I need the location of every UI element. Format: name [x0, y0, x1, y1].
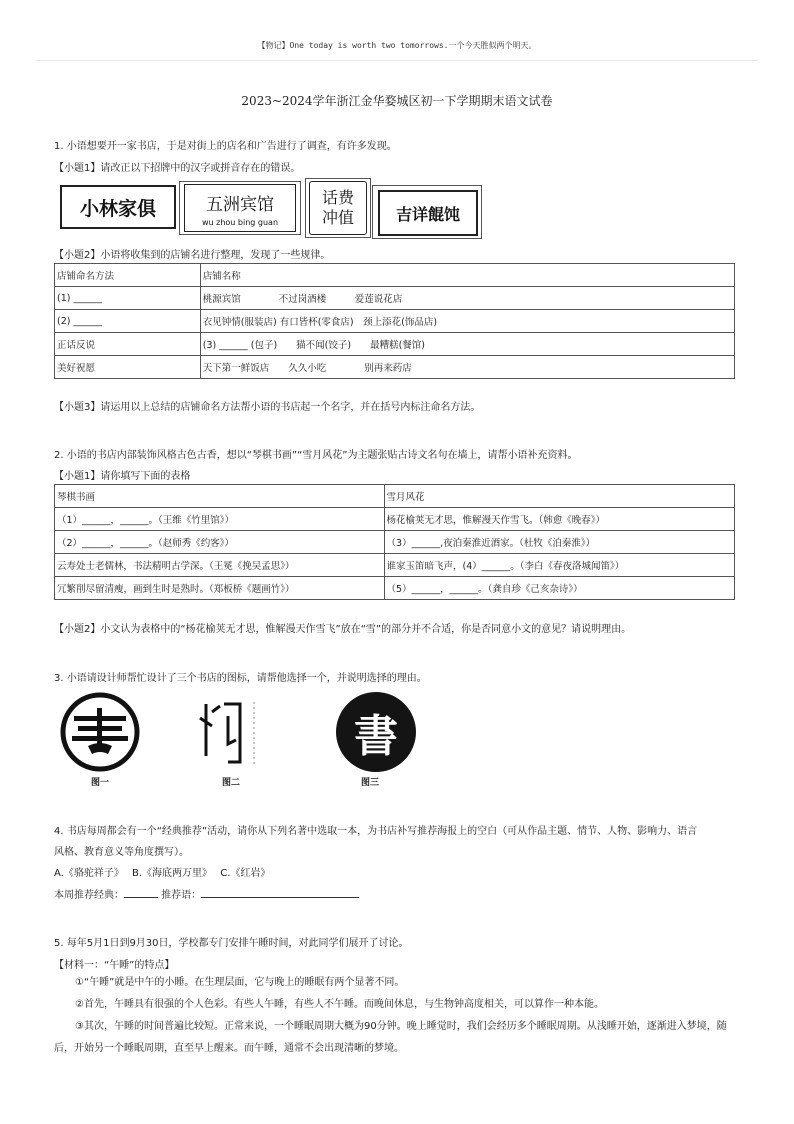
q5-material-title: 【材料一：“午睡”的特点】: [54, 960, 175, 971]
recommend-text-blank[interactable]: [201, 897, 359, 898]
q5-paragraph-3: ③其次，午睡的时间普遍比较短。正常来说，一个睡眠周期大概为90分钟。晚上睡觉时，我们会经历多个睡眠周期。从浅睡开始，逐渐进入梦境，随后，开始另一个睡眠周期，直至早上醒来。而午睡，通常不会出现清晰的梦境。: [54, 1021, 727, 1054]
table-cell: (1) ______: [55, 287, 201, 310]
q2-sub2: 【小题2】小文认为表格中的“杨花榆荚无才思，惟解漫天作雪飞”放在“雪”的部分并不合适，你是否同意小文的意见？请说明理由。: [54, 624, 632, 635]
table-header-cell: 琴棋书画: [55, 485, 385, 508]
table-cell: （1）______，______。（王维《竹里馆》）: [55, 508, 385, 531]
table-row: [55, 287, 735, 310]
recommend-book-blank[interactable]: [124, 897, 158, 898]
table-cell: 冗繁削尽留清瘦，画到生时是熟时。（郑板桥《题画竹》）: [55, 577, 385, 600]
table-header-cell: 店铺名称: [200, 264, 734, 287]
q2-stem: 2. 小语的书店内部装饰风格古色古香，想以“琴棋书画”“雪月风花”为主题张贴古诗文名句在墙上，请帮小语补充资料。: [54, 450, 578, 461]
table-cell: 桃源宾馆 不过岗酒楼 爱莲说花店: [200, 287, 734, 310]
table-row: [55, 554, 735, 577]
table-row: [55, 531, 735, 554]
table-cell: （2）______，______。（赵师秀《约客》）: [55, 531, 385, 554]
logo-fig1: [60, 692, 140, 772]
table-cell: 天下第一鲜饭店 久久小吃 别再来药店: [200, 356, 734, 379]
q5-paragraph-1: ①“午睡”就是中午的小睡。在生理层面，它与晚上的睡眠有两个显著不同。: [75, 977, 405, 988]
q1-sub1: 【小题1】请改正以下招牌中的汉字或拼音存在的错误。: [54, 163, 301, 174]
table-row: [55, 356, 735, 379]
table-cell: （3）______,夜泊秦淮近酒家。（杜牧《泊秦淮》）: [384, 531, 734, 554]
header-divider: [36, 60, 758, 61]
sign-xiaolin: [60, 185, 176, 229]
table-cell: (3) ______ (包子) 猫不闻(饺子) 最糟糕(餐馆): [200, 333, 734, 356]
table-header-cell: 店铺命名方法: [55, 264, 201, 287]
table-row: [55, 508, 735, 531]
sign-jixiang-text: 吉详餛饨: [395, 204, 460, 224]
shop-name-table: [54, 263, 735, 379]
table-cell: 衣见钟情(服装店) 有口皆杯(零食店) 颈上添花(饰品店): [200, 310, 734, 333]
table-header-row: [55, 264, 735, 287]
table-cell: 美好祝愿: [55, 356, 201, 379]
q1-sub2: 【小题2】小语将收集到的店铺名进行整理，发现了一些规律。: [54, 250, 331, 261]
q4-fill-row: [54, 886, 359, 901]
logo-fig2-caption: 图二: [221, 778, 240, 788]
q4-options: A.《骆驼祥子》 B.《海底两万里》 C.《红岩》: [54, 868, 271, 879]
sign-jixiang: [378, 190, 478, 236]
sign-huafei-line2: 冲值: [321, 208, 354, 227]
table-row: [55, 333, 735, 356]
sign-huafei: [309, 181, 367, 235]
q4-stem-line2: 风格、教育意义等角度撰写）。: [54, 847, 189, 858]
table-cell: （5）______，______。（龚自珍《己亥杂诗》）: [384, 577, 734, 600]
table-cell: (2) ______: [55, 310, 201, 333]
q4-stem-line1: 4. 书店每周都会有一个“经典推荐”活动，请你从下列名著中选取一本，为书店补写推荐海报上的空白（可从作品主题、情节、人物、影响力、语言: [54, 826, 698, 837]
logo-fig1-caption: 图一: [90, 778, 109, 788]
table-cell: 杨花榆荚无才思，惟解漫天作雪飞。（韩愈《晚春》）: [384, 508, 734, 531]
sign-wuzhou: [184, 184, 296, 232]
q5-paragraph-2: ②首先，午睡具有很强的个人色彩。有些人午睡，有些人不午睡。而晚间休息，与生物钟高度相关，可以算作一种本能。: [75, 999, 604, 1010]
q5-stem: 5. 每年5月1日到9月30日，学校都专门安排午睡时间，对此同学们展开了讨论。: [54, 938, 409, 949]
logo-fig3: [336, 692, 416, 772]
page-header-note: 【物记】One today is worth two tomorrows.一个今天胜似两个明天。: [257, 41, 537, 50]
table-row: [55, 577, 735, 600]
poem-table: [54, 484, 735, 600]
page-title: 2023~2024学年浙江金华婺城区初一下学期期末语文试卷: [241, 94, 553, 108]
recommend-label: 本周推荐经典：: [54, 890, 124, 901]
table-cell: 云寿处士老儒林，书法精明古学深。（王冕《挽吴孟思》）: [55, 554, 385, 577]
sign-wuzhou-pinyin: wu zhou bing guan: [201, 217, 279, 227]
table-cell: 谁家玉笛暗飞声，(4）______。（李白《春夜洛城闻笛》）: [384, 554, 734, 577]
q1-stem: 1. 小语想要开一家书店，于是对街上的店名和广告进行了调查，有许多发现。: [54, 141, 397, 152]
table-header-row: [55, 485, 735, 508]
q3-stem: 3. 小语请设计师帮忙设计了三个书店的图标，请帮他选择一个，并说明选择的理由。: [54, 673, 427, 684]
logo-fig3-caption: 图三: [360, 778, 379, 788]
q2-sub1: 【小题1】请你填写下面的表格: [54, 471, 191, 482]
logo-fig3-char: 書: [354, 711, 398, 762]
table-header-cell: 雪月风花: [384, 485, 734, 508]
sign-xiaolin-text: 小林家俱: [79, 197, 156, 220]
sign-wuzhou-text: 五洲宾馆: [206, 194, 274, 215]
q1-sub3: 【小题3】请运用以上总结的店铺命名方法帮小语的书店起一个名字，并在括号内标注命名方法。: [54, 402, 481, 413]
table-row: [55, 310, 735, 333]
table-cell: 正话反说: [55, 333, 201, 356]
sign-huafei-line1: 话费: [321, 188, 354, 207]
logo-fig2: [198, 696, 268, 772]
recommend-text-label: 推荐语：: [158, 890, 202, 901]
